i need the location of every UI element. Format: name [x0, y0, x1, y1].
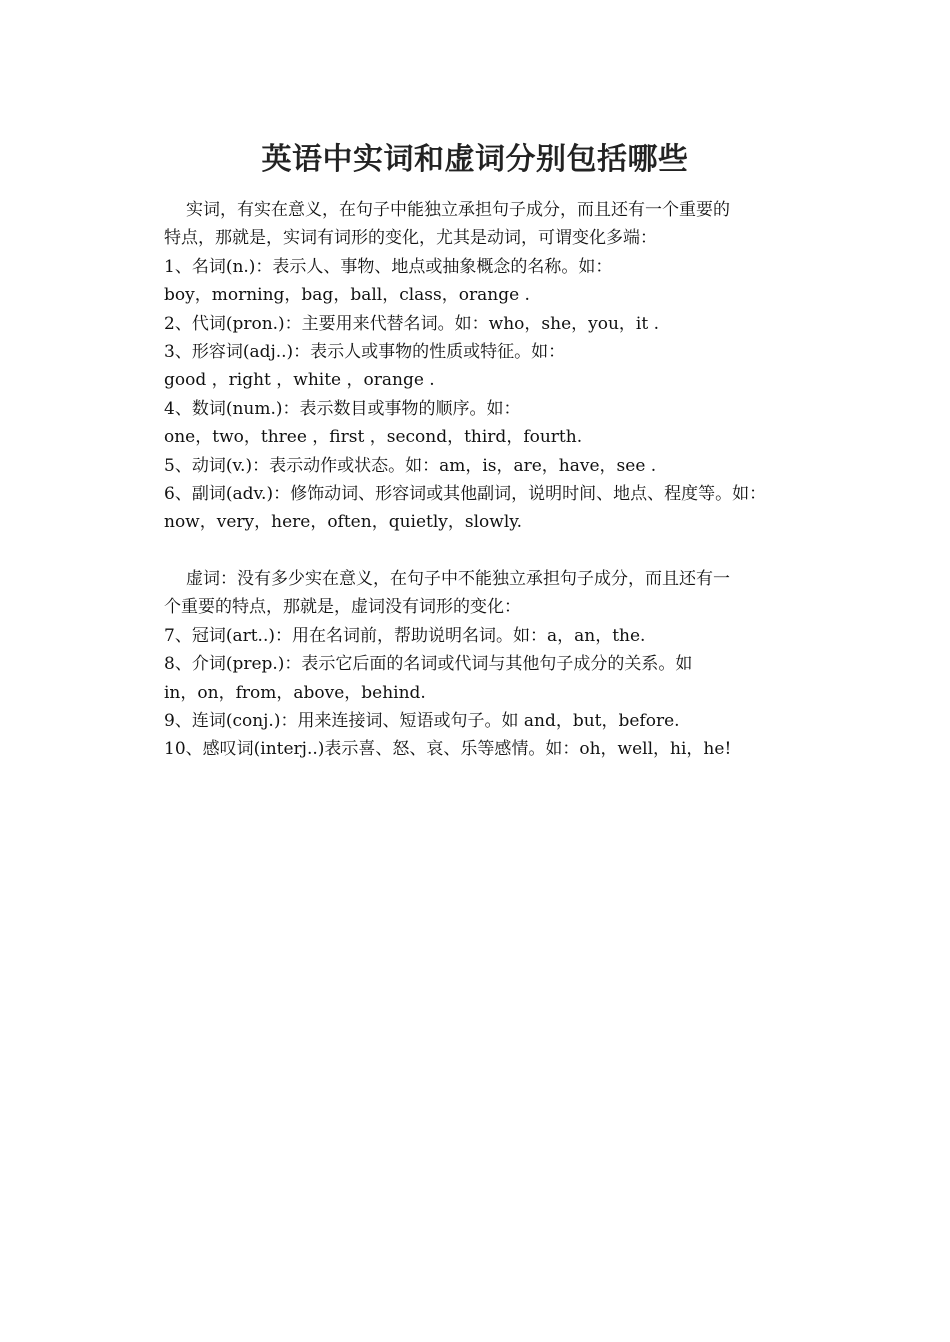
- example-line: boy，morning，bag，ball，class，orange .: [164, 285, 530, 306]
- list-item: 4、数词(num.)：表示数目或事物的顺序。如：: [164, 398, 521, 419]
- list-item: 5、动词(v.)：表示动作或状态。如：am，is，are，have，see .: [164, 455, 657, 476]
- example-line: in，on，from，above，behind.: [164, 682, 426, 703]
- list-item: 6、副词(adv.)：修饰动词、形容词或其他副词，说明时间、地点、程度等。如：: [164, 483, 767, 504]
- page-title: 英语中实词和虚词分别包括哪些: [261, 142, 689, 177]
- list-item: 3、形容词(adj..)：表示人或事物的性质或特征。如：: [164, 341, 566, 362]
- example-line: now，very，here，often，quietly，slowly.: [164, 512, 523, 533]
- paragraph-gap: [164, 537, 794, 565]
- list-item: 2、代词(pron.)：主要用来代替名词。如：who，she，you，it .: [164, 313, 660, 334]
- list-item: 10、感叹词(interj..)表示喜、怒、哀、乐等感情。如：oh，well，hi，he!: [164, 739, 732, 760]
- paragraph-line: 特点，那就是，实词有词形的变化，尤其是动词，可谓变化多端：: [164, 228, 657, 249]
- paragraph-line: 个重要的特点，那就是，虚词没有词形的变化：: [164, 597, 521, 618]
- document-body: [164, 196, 794, 764]
- list-item: 9、连词(conj.)：用来连接词、短语或句子。如 and，but，before.: [164, 711, 680, 732]
- list-item: 8、介词(prep.)：表示它后面的名词或代词与其他句子成分的关系。如: [164, 654, 693, 675]
- paragraph-line: 虚词：没有多少实在意义，在句子中不能独立承担句子成分，而且还有一: [186, 569, 730, 590]
- list-item: 1、名词(n.)：表示人、事物、地点或抽象概念的名称。如：: [164, 256, 613, 277]
- example-line: good ，right ，white ，orange .: [164, 370, 435, 391]
- list-item: 7、冠词(art..)：用在名词前，帮助说明名词。如：a，an，the.: [164, 625, 646, 646]
- paragraph-line: 实词，有实在意义，在句子中能独立承担句子成分，而且还有一个重要的: [186, 200, 730, 220]
- example-line: one，two，three ，first ，second，third，fourth.: [164, 427, 583, 448]
